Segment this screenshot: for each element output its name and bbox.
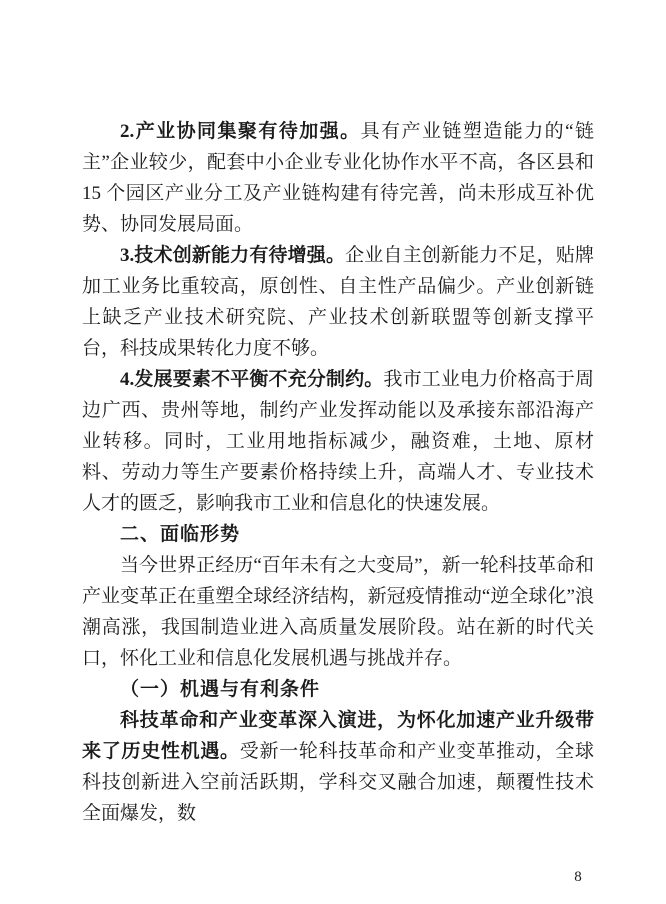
- para-tech-revolution: [82, 705, 594, 829]
- para-world-situation: [82, 550, 594, 674]
- document-text-block: [82, 116, 594, 829]
- para-industry-cluster-body: 具有产业链塑造能力的“链主”企业较少，配套中小企业专业化协作水平不高，各区县和 15 个园区产业分工及产业链构建有待完善，尚未形成互补优势、协同发展局面。: [82, 121, 594, 235]
- para-development-factors-body: 我市工业电力价格高于周边广西、贵州等地，制约产业发挥动能以及承接东部沿海产业转移。同时，工业用地指标减少，融资难，土地、原材料、劳动力等生产要素价格持续上升，高端人才、专业技术人才的匮乏，影响我市工业和信息化的快速发展。: [82, 369, 594, 514]
- para-tech-revolution-body: 受新一轮科技革命和产业变革推动，全球科技创新进入空前活跃期，学科交叉融合加速，颠覆性技术全面爆发，数: [82, 741, 594, 824]
- subsection-heading-opportunities: （一）机遇与有利条件: [120, 679, 321, 700]
- para-industry-cluster-lead: 2.产业协同集聚有待加强。: [120, 121, 361, 142]
- page-number: 8: [574, 869, 582, 885]
- section-heading-situation: 二、面临形势: [120, 524, 241, 545]
- para-tech-revolution-lead: 科技革命和产业变革深入演进，为怀化加速产业升级带来了历史性机遇。: [82, 710, 594, 762]
- para-tech-innovation-lead: 3.技术创新能力有待增强。: [120, 245, 346, 266]
- para-world-situation-body: 当今世界正经历“百年未有之大变局”，新一轮科技革命和产业变革正在重塑全球经济结构，新冠疫情推动“逆全球化”浪潮高涨，我国制造业进入高质量发展阶段。站在新的时代关口，怀化工业和信息化发展机遇与挑战并存。: [82, 555, 594, 669]
- para-development-factors: [82, 364, 594, 519]
- para-industry-cluster: [82, 116, 594, 240]
- para-development-factors-lead: 4.发展要素不平衡不充分制约。: [120, 369, 384, 390]
- para-tech-innovation-body: 企业自主创新能力不足，贴牌加工业务比重较高，原创性、自主性产品偏少。产业创新链上缺乏产业技术研究院、产业技术创新联盟等创新支撑平台，科技成果转化力度不够。: [82, 245, 594, 359]
- para-tech-innovation: [82, 240, 594, 364]
